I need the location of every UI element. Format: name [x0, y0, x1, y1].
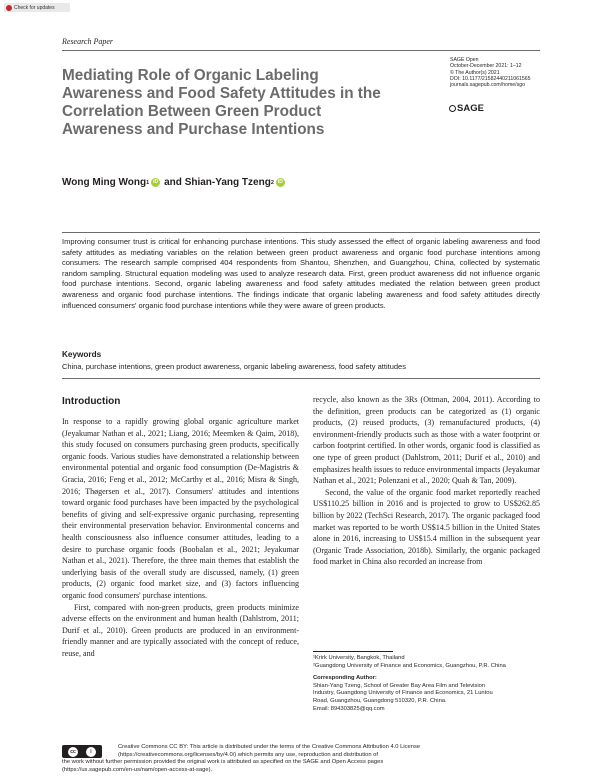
corresponding-author-line: Shian-Yang Tzeng, School of Greater Bay Area Film and Television — [313, 682, 486, 689]
author-name[interactable]: Wong Ming Wong — [62, 177, 147, 188]
corresponding-author-line: Road, Guangzhou, Guangdong 510320, P.R. China. — [313, 697, 447, 704]
author-affiliation-mark: 1 — [146, 179, 150, 186]
attribution-icon: i — [86, 747, 96, 757]
section-heading-introduction: Introduction — [62, 396, 121, 407]
publisher-logo — [449, 103, 484, 114]
body-paragraph: First, compared with non-green products, green products minimize adverse effects on the environment and human health (Dahlstrom, 2011; Durif et al., 2010). Green products are produced in an environment-friendly manner and are typically associated with the concept of reduce, reuse, and — [62, 602, 299, 658]
abstract-text: Improving consumer trust is critical for enhancing purchase intentions. This study assessed the effect of organic labeling awareness and food safety attitudes as mediating variables on the relation between green product awareness and organic food purchase intentions among consumers. The research sample comprised 404 respondents from Shantou, Shenzhen, and Guangzhou, China, collected by systematic random sampling. Structural equation modeling was used to analyze research data. First, green product awareness did not influence organic food purchase intentions. Second, organic labeling awareness and food safety attitudes mediated the relation between green product awareness and organic food purchase intentions. The findings indicate that organic labeling awareness and food safety attitudes directly influenced consumers' organic food purchase intentions while they were aware of green products. — [62, 237, 540, 310]
article-title: Mediating Role of Organic Labeling Awareness and Food Safety Attitudes in the Correlation Between Green Product Awareness and Purchase Intentions — [62, 67, 381, 138]
check-for-updates-badge[interactable] — [4, 3, 70, 12]
corresponding-author-email[interactable]: Email: 894303825@qq.com — [313, 705, 385, 712]
keywords-heading: Keywords — [62, 350, 102, 359]
cc-icon: cc — [68, 747, 78, 757]
author-affiliation-mark: 2 — [270, 179, 274, 186]
author-connector: and — [164, 177, 182, 188]
journal-info-line[interactable]: DOI: 10.1177/21582440211061565 — [450, 75, 531, 82]
keywords-divider — [62, 378, 540, 379]
publisher-name: SAGE — [457, 103, 484, 114]
journal-info-line[interactable]: journals.sagepub.com/home/sgo — [450, 82, 525, 89]
journal-info-line: SAGE Open — [450, 57, 479, 63]
license-line: the work without further permission provided the original work is attributed as specified on the SAGE and Open Access pages — [62, 759, 384, 766]
license-line[interactable]: (https://us.sagepub.com/en-us/nam/open-access-at-sage). — [62, 767, 213, 774]
body-paragraph: recycle, also known as the 3Rs (Ottman, 2004, 2011). According to the definition, green products can be categorized as (1) organic products, (2) reused products, (3) remanufactured products, (4) environment-friendly products such as those with a water footprint or carbon footprint certified. In other words, organic food is classified as one type of green product (Dahlstrom, 2011; Durif et al., 2010) and emphasizes health issues to reduce environmental impacts (Jeyakumar Nathan et al., 2021; Polenzani et al., 2020; Quah & Tan, 2009). — [313, 395, 540, 486]
author-name[interactable]: Shian-Yang Tzeng — [184, 177, 271, 188]
journal-info — [450, 57, 560, 88]
body-column-left — [62, 416, 299, 659]
affiliation: ²Guangdong University of Finance and Economics, Guangzhou, P.R. China — [313, 662, 506, 669]
orcid-icon[interactable]: iD — [277, 179, 283, 185]
corresponding-author-line: Industry, Guangdong University of Finance and Economics, 21 Luntou — [313, 690, 493, 697]
paper-type: Research Paper — [62, 37, 114, 46]
abstract-divider — [62, 232, 540, 233]
body-paragraph: Second, the value of the organic food market reportedly reached US$110.25 billion in 2016 and is projected to grow to US$262.85 billion by 2022 (TechSci Research, 2017). The organic packaged food market was reported to be worth US$14.5 billion in the United States alone in 2016, increasing to US$15.4 million in the subsequent year (Organic Trade Association, 2018b). Similarly, the organic packaged food market in China also recorded an increase from — [313, 487, 540, 567]
journal-info-line: October-December 2021: 1–12 — [450, 63, 522, 70]
orcid-icon[interactable]: iD — [153, 179, 159, 185]
sage-logo-icon — [449, 105, 456, 112]
footnote-divider — [313, 651, 393, 652]
check-updates-label: Check for updates — [14, 4, 55, 11]
body-paragraph: In response to a rapidly growing global organic agriculture market (Jeyakumar Nathan et al., 2021; Liang, 2016; Meemken & Qaim, 2018), this study focused on consumers purchasing green products, specifically organic foods. Various studies have demonstrated a relationship between environmental potential and organic food consumption (De-Magistris & Gracia, 2016; Feng et al., 2012; McCarthy et al., 2016; Misra & Singh, 2016; Thøgersen et al., 2017). Consumers' attitudes and intentions toward organic food purchases have been impacted by the psychological benefits of giving and self-expressive organic purchasing, representing their environmental preservation behavior. Environmental concerns and health consciousness also influence consumer attitudes, leading to a desire to purchase organic foods (Boobalan et al., 2021; Jeyakumar Nathan et al., 2021). Therefore, the three main themes that establish the underlying basis of the overall study are discussed, namely, (1) green products, (2) organic food market size, and (3) factors influencing organic food consumers' purchase intentions. — [62, 417, 299, 600]
author-line — [62, 177, 289, 188]
affiliation: ¹Krirk University, Bangkok, Thailand — [313, 655, 405, 661]
header-divider — [62, 50, 540, 51]
keywords-text: China, purchase intentions, green product awareness, organic labeling awareness, food safety attitudes — [62, 362, 406, 371]
check-updates-icon — [6, 5, 12, 11]
footnotes — [313, 655, 553, 713]
license-text — [62, 744, 540, 775]
license-line[interactable]: (https://creativecommons.org/licenses/by/4.0/) which permits any use, reproduction and distribution of — [118, 751, 379, 758]
corresponding-author-heading: Corresponding Author: — [313, 675, 377, 682]
body-column-right — [313, 394, 540, 568]
license-line: Creative Commons CC BY: This article is distributed under the terms of the Creative Commons Attribution 4.0 License — [118, 744, 421, 750]
journal-info-line: © The Author(s) 2021 — [450, 69, 500, 76]
